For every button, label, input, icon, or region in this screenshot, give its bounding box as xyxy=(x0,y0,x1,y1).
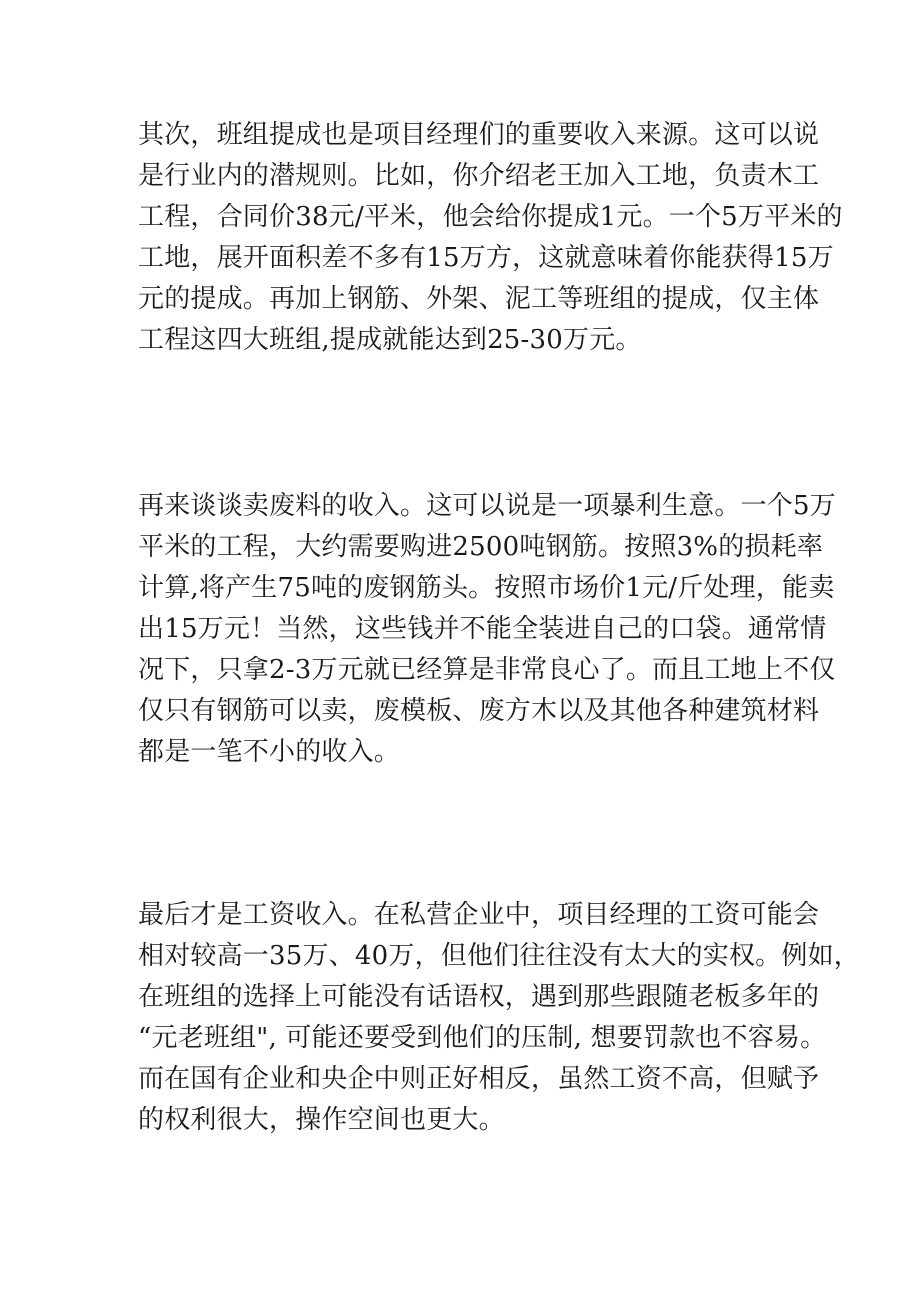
text-line: 相对较高一35万、40万，但他们往往没有太大的实权。例如， xyxy=(138,941,860,971)
paragraph-team-commission xyxy=(138,115,843,361)
text-line: 工程，合同价38元/平米，他会给你提成1元。一个5万平米的 xyxy=(138,202,843,232)
paragraph-salary-income xyxy=(138,895,860,1141)
text-line: 元的提成。再加上钢筋、外架、泥工等班组的提成，仅主体 xyxy=(138,284,820,314)
text-line: 的权利很大，操作空间也更大。 xyxy=(138,1105,505,1135)
text-line: 其次，班组提成也是项目经理们的重要收入来源。这可以说 xyxy=(138,120,820,150)
text-line: 在班组的选择上可能没有话语权，遇到那些跟随老板多年的 xyxy=(138,982,820,1012)
text-line: 都是一笔不小的收入。 xyxy=(138,737,401,767)
paragraph-scrap-income xyxy=(138,486,836,773)
text-line: 工程这四大班组,提成就能达到25-30万元。 xyxy=(138,325,642,355)
text-line: “元老班组", 可能还要受到他们的压制, 想要罚款也不容易。 xyxy=(138,1023,827,1053)
text-line: 出15万元！当然，这些钱并不能全装进自己的口袋。通常情 xyxy=(138,614,827,644)
text-line: 最后才是工资收入。在私营企业中，项目经理的工资可能会 xyxy=(138,900,820,930)
text-line: 况下，只拿2-3万元就已经算是非常良心了。而且工地上不仅 xyxy=(138,655,836,685)
text-line: 而在国有企业和央企中则正好相反，虽然工资不高，但赋予 xyxy=(138,1064,820,1094)
text-line: 仅只有钢筋可以卖，废模板、废方木以及其他各种建筑材料 xyxy=(138,696,820,726)
text-line: 是行业内的潜规则。比如，你介绍老王加入工地，负责木工 xyxy=(138,161,820,191)
text-line: 计算,将产生75吨的废钢筋头。按照市场价1元/斤处理，能卖 xyxy=(138,573,835,603)
text-line: 再来谈谈卖废料的收入。这可以说是一项暴利生意。一个5万 xyxy=(138,491,836,521)
text-line: 工地，展开面积差不多有15万方，这就意味着你能获得15万 xyxy=(138,243,834,273)
text-line: 平米的工程，大约需要购进2500吨钢筋。按照3%的损耗率 xyxy=(138,532,824,562)
